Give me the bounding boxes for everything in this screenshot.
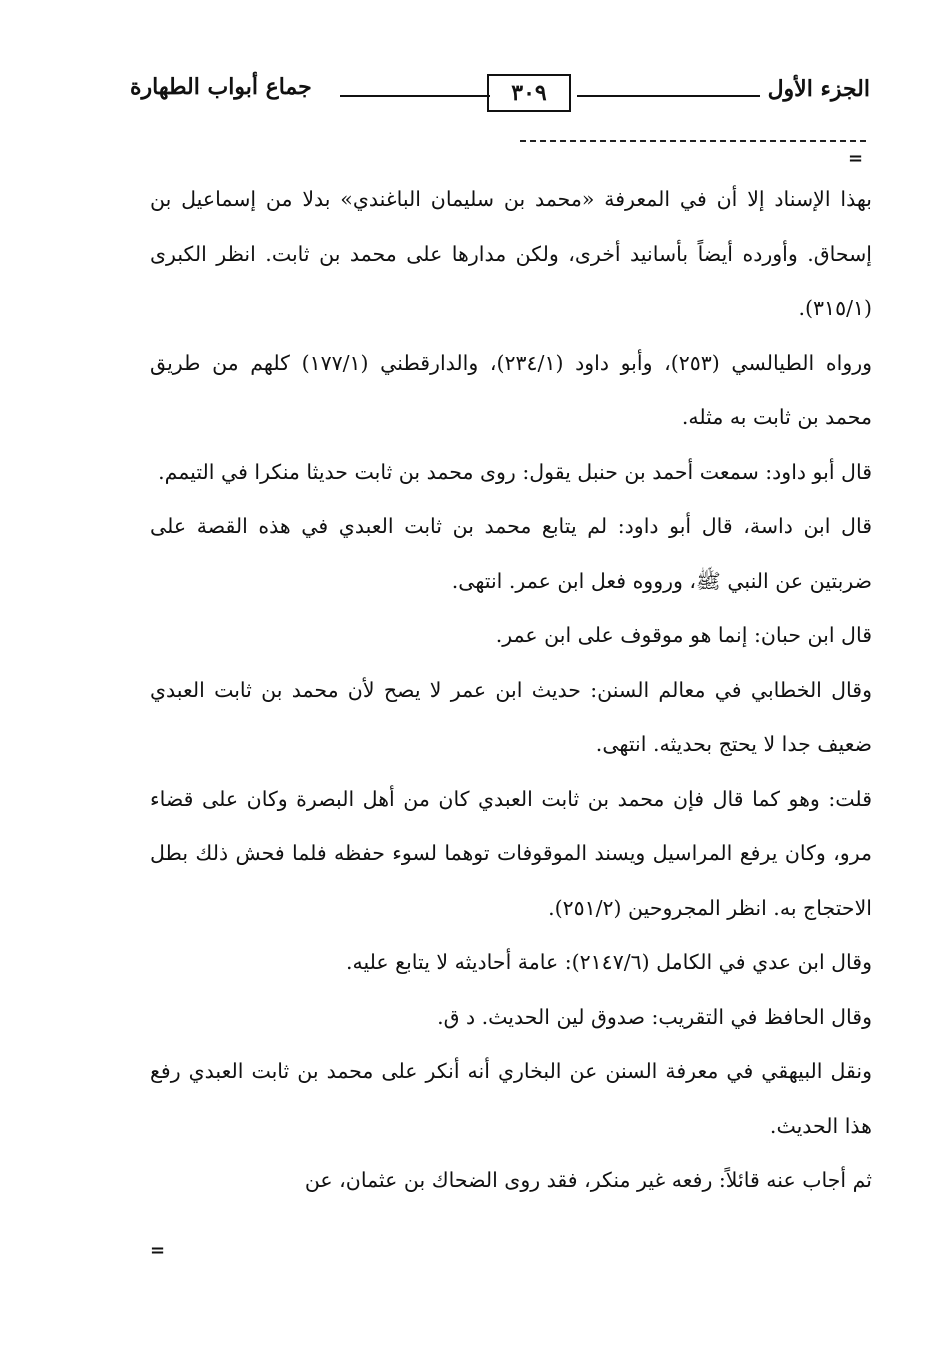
continuation-mark-bottom: = [150,1240,166,1261]
paragraph: وقال ابن عدي في الكامل (٢١٤٧/٦): عامة أحاديثه لا يتابع عليه. [345,950,872,974]
paragraph: قال ابن داسة، قال أبو داود: لم يتابع محمد بن ثابت العبدي في هذه القصة على ضربتين عن النبي ﷺ، ورووه فعل ابن عمر. انتهى. [150,514,872,593]
footnote-separator [520,140,866,142]
paragraph: وقال الخطابي في معالم السنن: حديث ابن عمر لا يصح لأن محمد بن ثابت العبدي ضعيف جدا لا يحتج بحديثه. انتهى. [150,677,872,756]
paragraph: قلت: وهو كما قال فإن محمد بن ثابت العبدي كان من أهل البصرة وكان على قضاء مرو، وكان يرفع المراسيل ويسند الموقوفات توهما لسوء حفظه فلما فحش ذلك بطل الاحتجاج به. انظر المجروحين (٢٥١/٢). [150,786,872,920]
paragraph: ورواه الطيالسي (٢٥٣)، وأبو داود (٢٣٤/١)، والدارقطني (١٧٧/١) كلهم من طريق محمد بن ثابت به مثله. [150,350,873,429]
page-number: ٣٠٩ [487,74,571,112]
continuation-mark-top: = [848,148,864,169]
header-rule [577,95,760,97]
header-rule [340,95,490,97]
chapter-title: جماع أبواب الطهارة [130,74,312,100]
volume-title: الجزء الأول [767,76,870,102]
paragraph: وقال الحافظ في التقريب: صدوق لين الحديث. د ق. [437,1004,872,1029]
paragraph: بهذا الإسناد إلا أن في المعرفة «محمد بن سليمان الباغندي» بدلا من إسماعيل بن إسحاق. وأورده أيضاً بأسانيد أخرى، ولكن مدارها على محمد بن ثابت. انظر الكبرى (٣١٥/١). [150,187,872,320]
paragraph: ثم أجاب عنه قائلاً: رفعه غير منكر، فقد روى الضحاك بن عثمان، عن [304,1168,872,1192]
footnote-text [150,172,872,1208]
paragraph: قال ابن حبان: إنما هو موقوف على ابن عمر. [495,623,872,647]
running-header [130,68,870,118]
paragraph: ونقل البيهقي في معرفة السنن عن البخاري أنه أنكر على محمد بن ثابت العبدي رفع هذا الحديث. [150,1059,872,1138]
paragraph: قال أبو داود: سمعت أحمد بن حنبل يقول: روى محمد بن ثابت حديثا منكرا في التيمم. [158,459,872,484]
